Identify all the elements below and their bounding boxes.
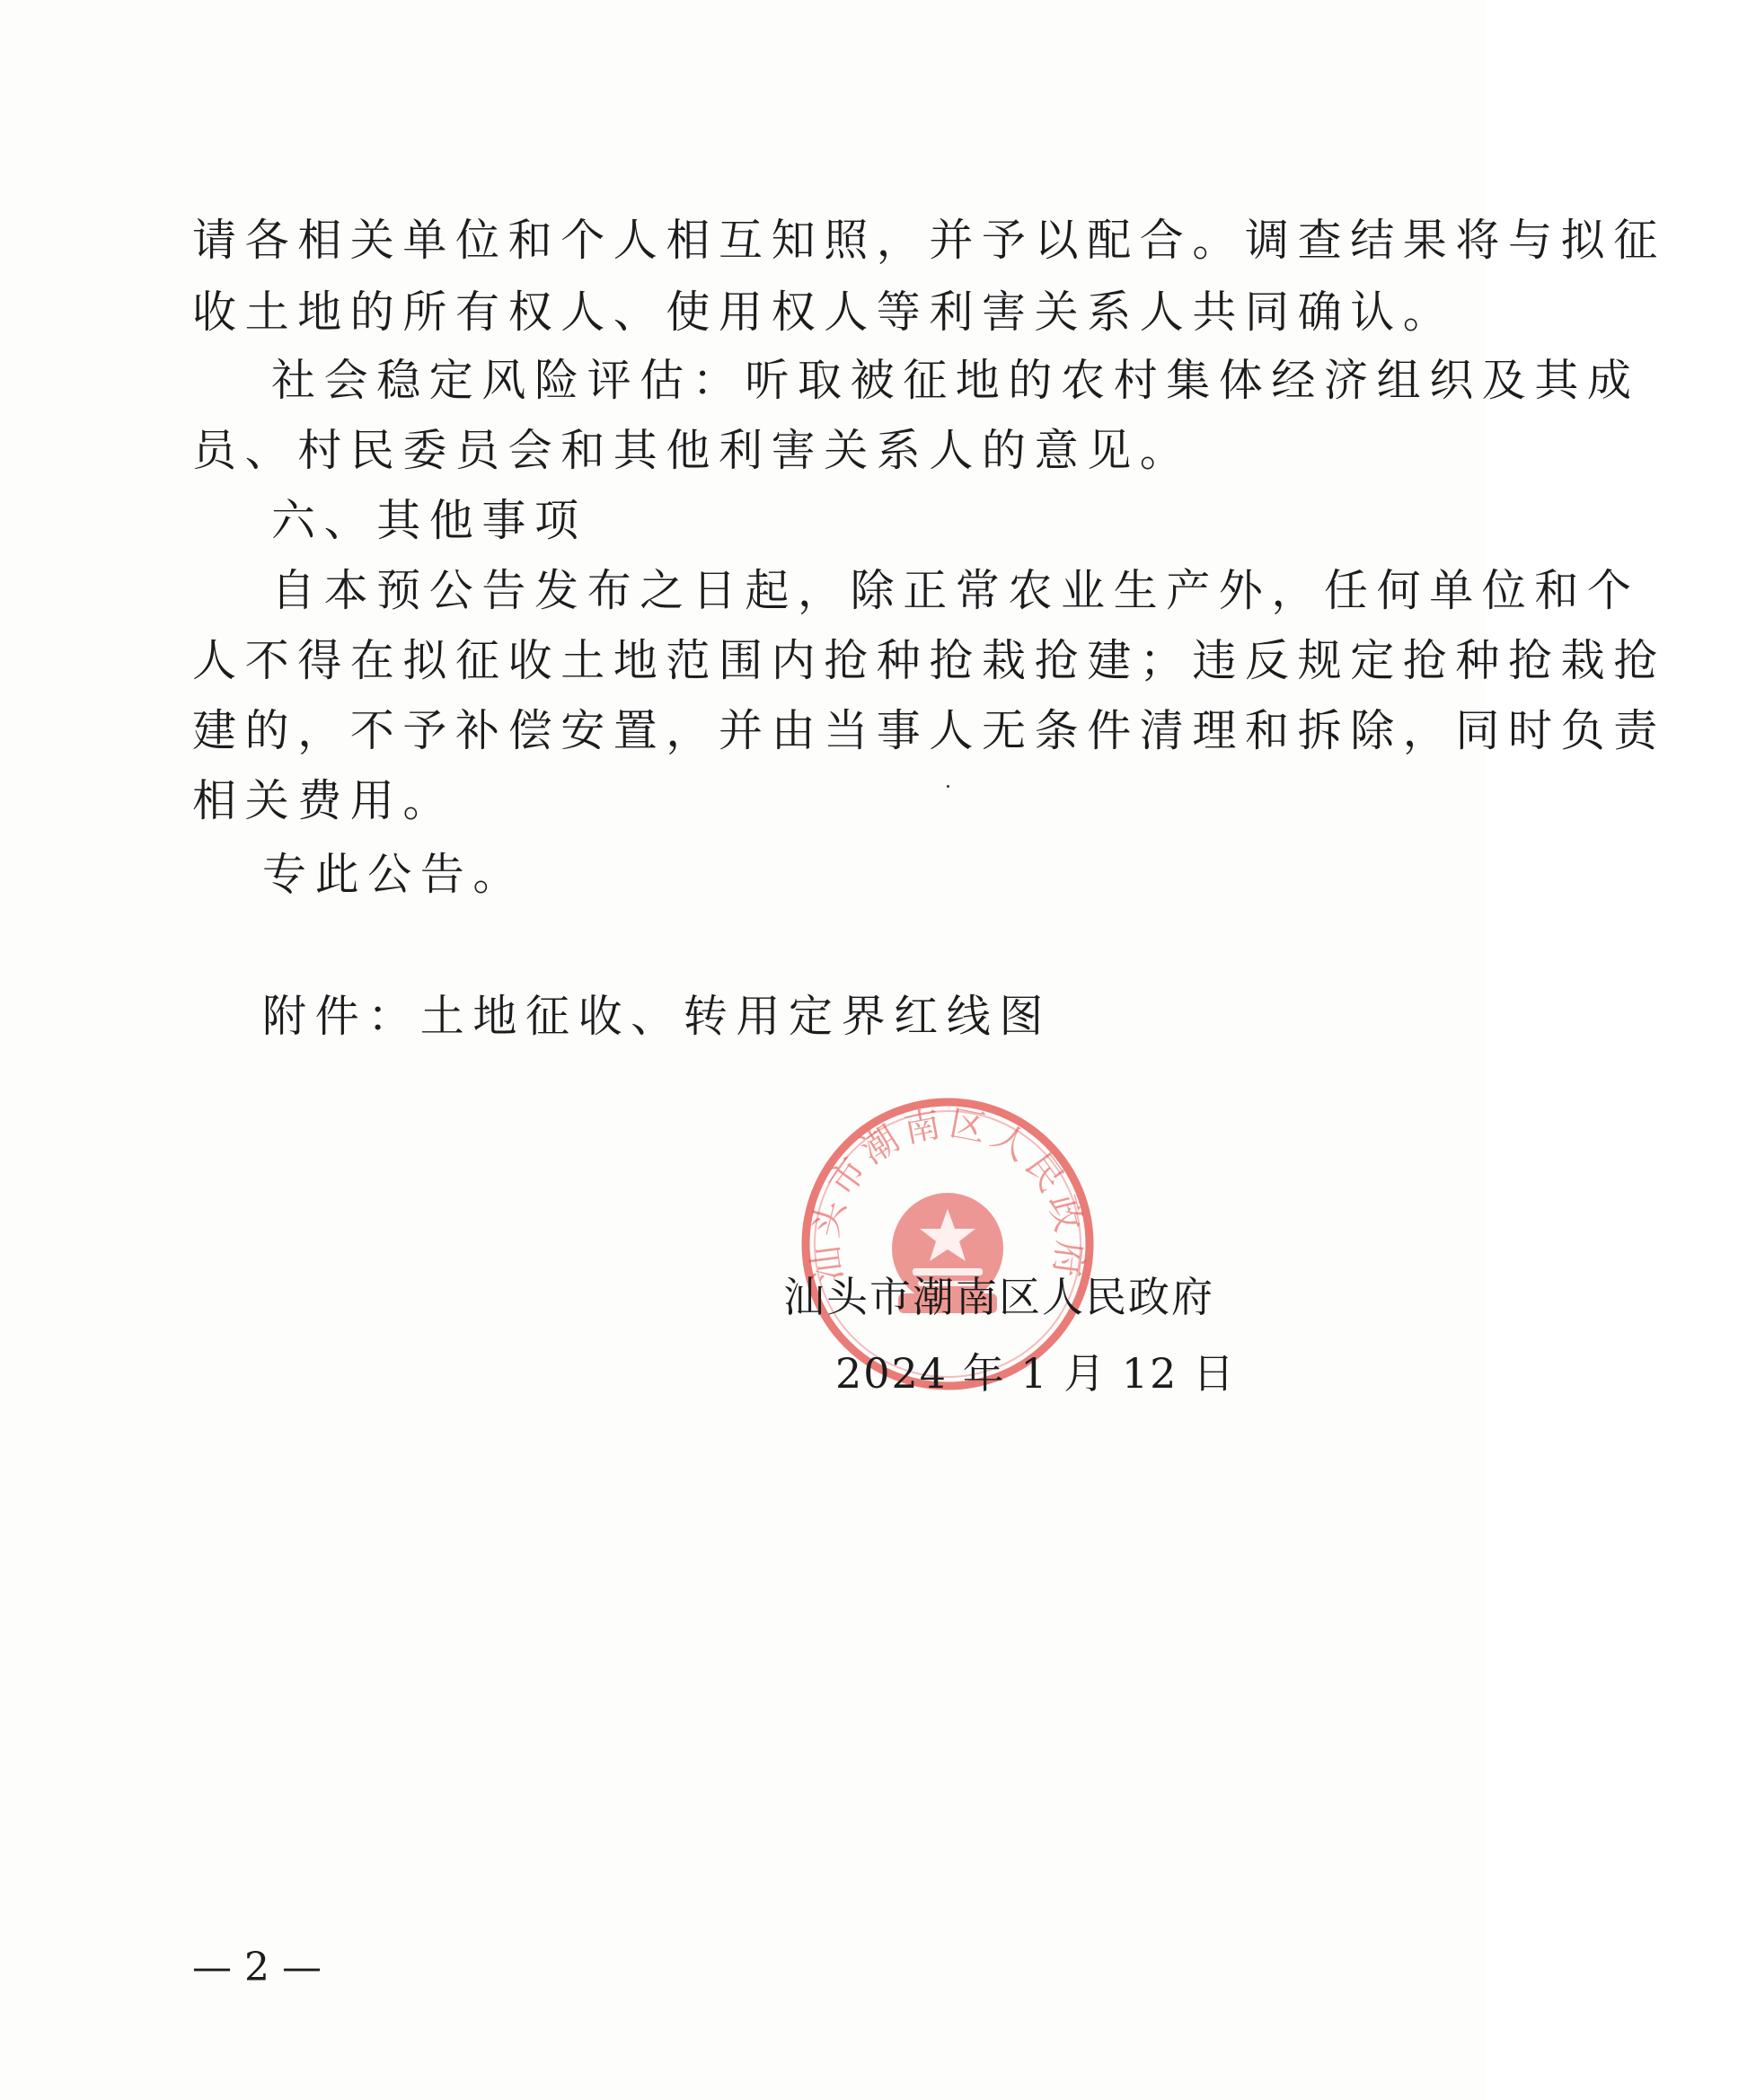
issue-date: 2024 年 1 月 12 日 [835,1349,1236,1398]
page-number: — 2 — [192,1945,322,1990]
paragraph-line-8: 建的，不予补偿安置，并由当事人无条件清理和拆除，同时负责 [192,705,1666,756]
paragraph-line-2: 收土地的所有权人、使用权人等利害关系人共同确认。 [192,287,1456,338]
paragraph-line-1: 请各相关单位和个人相互知照，并予以配合。调查结果将与拟征 [192,215,1666,266]
paragraph-line-3: 社会稳定风险评估：听取被征地的农村集体经济组织及其成 [271,355,1640,406]
section-heading: 六、其他事项 [271,495,587,546]
issuing-organization: 汕头市潮南区人民政府 [783,1273,1214,1321]
paragraph-line-4: 员、村民委员会和其他利害关系人的意见。 [192,425,1193,476]
paragraph-line-9: 相关费用。 [192,775,456,826]
paragraph-line-6: 自本预公告发布之日起，除正常农业生产外，任何单位和个 [271,565,1640,616]
seal-text: 汕头市潮南区人民政府 [804,1102,1091,1285]
closing-statement: 专此公告。 [262,849,526,900]
paragraph-line-7: 人不得在拟征收土地范围内抢种抢栽抢建；违反规定抢种抢栽抢 [192,635,1666,686]
scan-speck [947,785,949,788]
attachment-note: 附件：土地征收、转用定界红线图 [262,991,1053,1042]
